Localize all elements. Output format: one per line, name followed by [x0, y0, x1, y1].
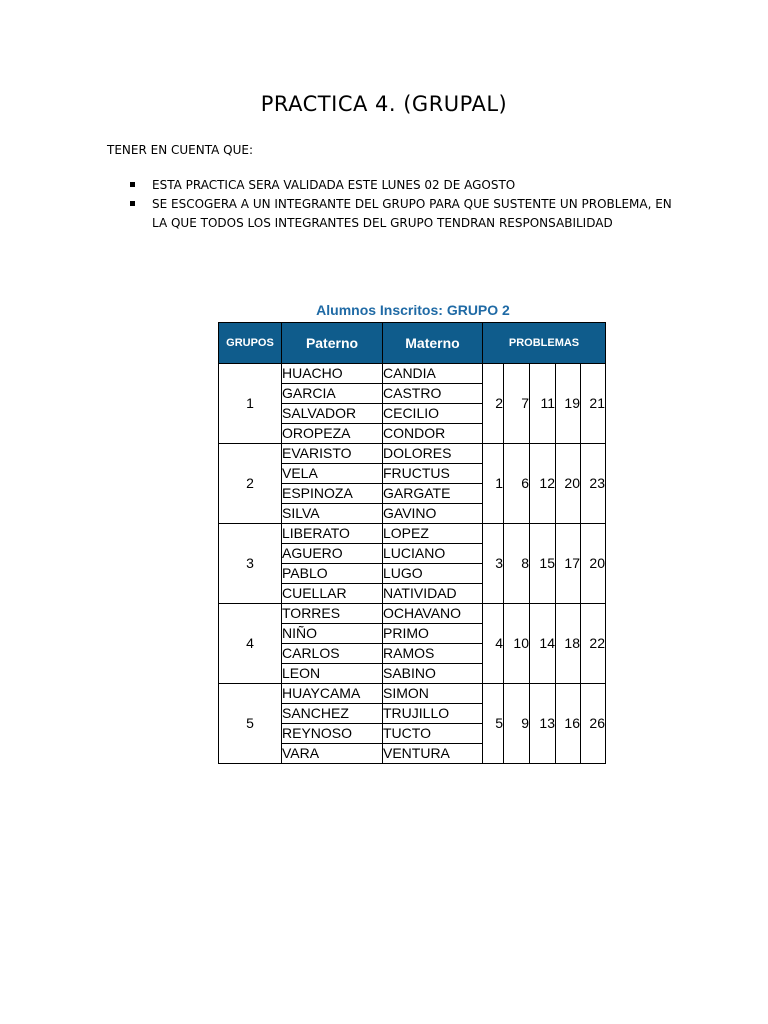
group-number: 5 — [219, 684, 282, 764]
paterno-cell: PABLO — [282, 564, 383, 584]
table-header-row — [219, 323, 606, 364]
problem-number-cell: 21 — [581, 364, 606, 444]
table-row — [219, 364, 606, 384]
paterno-cell: HUACHO — [282, 364, 383, 384]
group-number: 4 — [219, 604, 282, 684]
problem-number-cell: 2 — [483, 364, 504, 444]
materno-cell: PRIMO — [383, 624, 483, 644]
table-row — [219, 684, 606, 704]
paterno-cell: CARLOS — [282, 644, 383, 664]
paterno-cell: HUAYCAMA — [282, 684, 383, 704]
materno-cell: CONDOR — [383, 424, 483, 444]
group-number: 1 — [219, 364, 282, 444]
paterno-cell: EVARISTO — [282, 444, 383, 464]
paterno-cell: REYNOSO — [282, 724, 383, 744]
problem-number-cell: 15 — [530, 524, 556, 604]
problem-number-cell: 26 — [581, 684, 606, 764]
problem-number-cell: 16 — [556, 684, 581, 764]
materno-cell: NATIVIDAD — [383, 584, 483, 604]
problem-number-cell: 17 — [556, 524, 581, 604]
header-problemas: PROBLEMAS — [483, 323, 606, 364]
materno-cell: OCHAVANO — [383, 604, 483, 624]
group-number: 3 — [219, 524, 282, 604]
problem-number-cell: 11 — [530, 364, 556, 444]
materno-cell: TUCTO — [383, 724, 483, 744]
problem-number-cell: 23 — [581, 444, 606, 524]
materno-cell: CASTRO — [383, 384, 483, 404]
problem-number-cell: 8 — [504, 524, 530, 604]
materno-cell: TRUJILLO — [383, 704, 483, 724]
problem-number-cell: 5 — [483, 684, 504, 764]
problem-number-cell: 12 — [530, 444, 556, 524]
materno-cell: SIMON — [383, 684, 483, 704]
table-body — [219, 364, 606, 764]
problem-number-cell: 10 — [504, 604, 530, 684]
table-row — [219, 444, 606, 464]
paterno-cell: ESPINOZA — [282, 484, 383, 504]
materno-cell: LUGO — [383, 564, 483, 584]
paterno-cell: SALVADOR — [282, 404, 383, 424]
intro-text: TENER EN CUENTA QUE: — [107, 143, 253, 157]
materno-cell: SABINO — [383, 664, 483, 684]
table-caption: Alumnos Inscritos: GRUPO 2 — [316, 302, 510, 318]
problem-number-cell: 9 — [504, 684, 530, 764]
roster-table — [218, 322, 606, 764]
problem-number-cell: 20 — [581, 524, 606, 604]
problem-number-cell: 6 — [504, 444, 530, 524]
paterno-cell: GARCIA — [282, 384, 383, 404]
paterno-cell: VARA — [282, 744, 383, 764]
page-title: PRACTICA 4. (GRUPAL) — [260, 92, 508, 116]
group-number: 2 — [219, 444, 282, 524]
paterno-cell: VELA — [282, 464, 383, 484]
materno-cell: VENTURA — [383, 744, 483, 764]
materno-cell: CANDIA — [383, 364, 483, 384]
paterno-cell: LIBERATO — [282, 524, 383, 544]
header-paterno: Paterno — [282, 323, 383, 364]
materno-cell: CECILIO — [383, 404, 483, 424]
table-row — [219, 524, 606, 544]
paterno-cell: TORRES — [282, 604, 383, 624]
bullet-list — [128, 176, 688, 233]
paterno-cell: NIÑO — [282, 624, 383, 644]
paterno-cell: AGUERO — [282, 544, 383, 564]
materno-cell: FRUCTUS — [383, 464, 483, 484]
paterno-cell: LEON — [282, 664, 383, 684]
table-row — [219, 604, 606, 624]
paterno-cell: CUELLAR — [282, 584, 383, 604]
problem-number-cell: 3 — [483, 524, 504, 604]
materno-cell: RAMOS — [383, 644, 483, 664]
problem-number-cell: 1 — [483, 444, 504, 524]
paterno-cell: OROPEZA — [282, 424, 383, 444]
bullet-item: ESTA PRACTICA SERA VALIDADA ESTE LUNES 02 DE AGOSTO — [128, 176, 688, 195]
paterno-cell: SILVA — [282, 504, 383, 524]
problem-number-cell: 19 — [556, 364, 581, 444]
materno-cell: GARGATE — [383, 484, 483, 504]
bullet-item: SE ESCOGERA A UN INTEGRANTE DEL GRUPO PARA QUE SUSTENTE UN PROBLEMA, EN LA QUE TODOS LOS INTEGRANTES DEL GRUPO TENDRAN RESPONSABILIDAD — [128, 195, 688, 233]
problem-number-cell: 4 — [483, 604, 504, 684]
materno-cell: LUCIANO — [383, 544, 483, 564]
paterno-cell: SANCHEZ — [282, 704, 383, 724]
problem-number-cell: 14 — [530, 604, 556, 684]
problem-number-cell: 20 — [556, 444, 581, 524]
materno-cell: DOLORES — [383, 444, 483, 464]
header-grupos: GRUPOS — [219, 323, 282, 364]
materno-cell: GAVINO — [383, 504, 483, 524]
problem-number-cell: 13 — [530, 684, 556, 764]
header-materno: Materno — [383, 323, 483, 364]
materno-cell: LOPEZ — [383, 524, 483, 544]
problem-number-cell: 7 — [504, 364, 530, 444]
problem-number-cell: 18 — [556, 604, 581, 684]
problem-number-cell: 22 — [581, 604, 606, 684]
